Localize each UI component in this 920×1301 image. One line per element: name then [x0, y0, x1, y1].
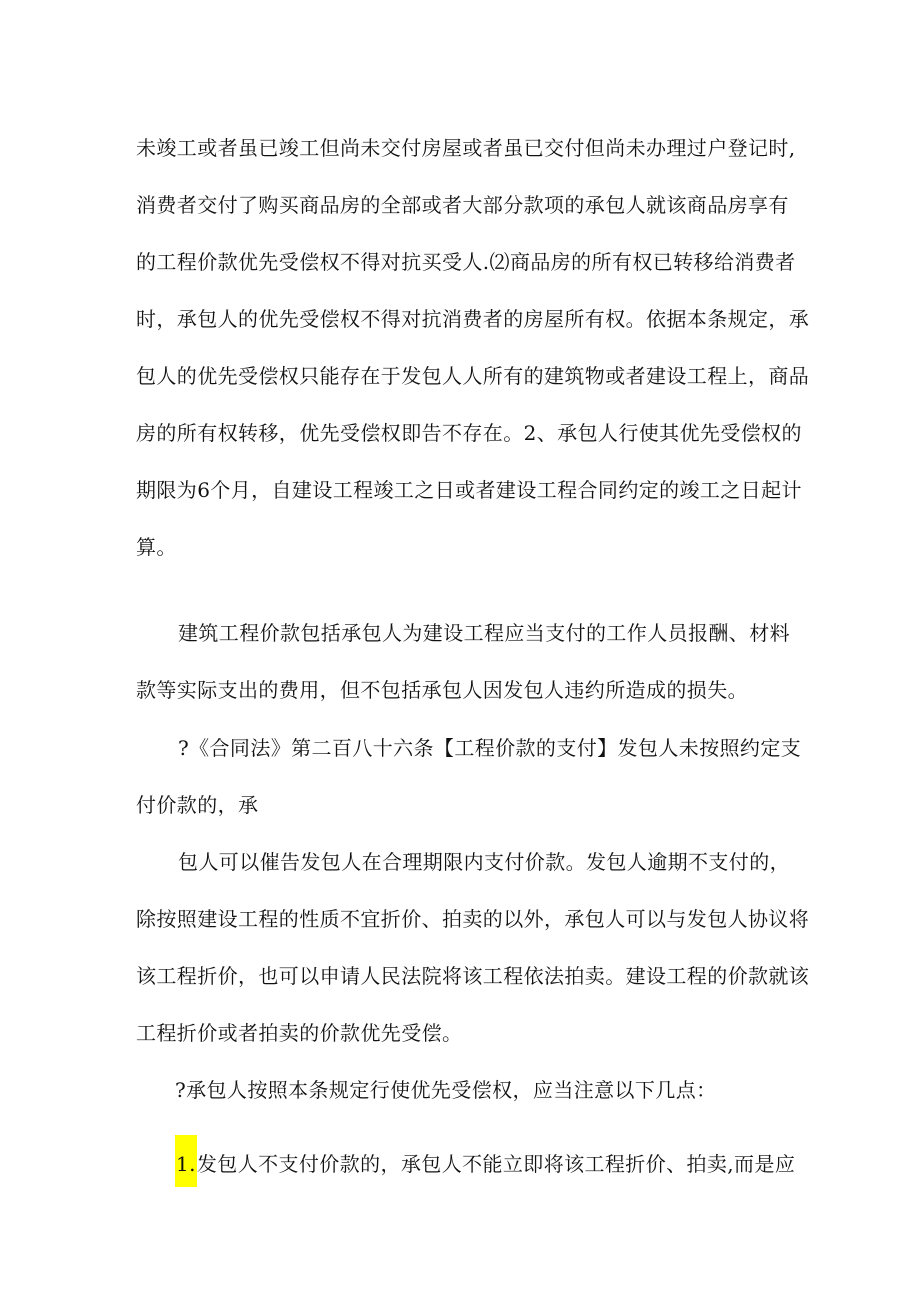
text-line: 未竣工或者虽已竣工但尚未交付房屋或者虽已交付但尚未办理过户登记时, [136, 136, 796, 160]
text-line: 除按照建设工程的性质不宜折价、拍卖的以外，承包人可以与发包人协议将 [136, 907, 810, 931]
list-item-text: 发包人不支付价款的，承包人不能立即将该工程折价、拍卖,而是应 [196, 1152, 796, 1176]
text-line: 算。 [136, 535, 177, 559]
paragraph-line: ?承包人按照本条规定行使优先受偿权，应当注意以下几点： [175, 1078, 717, 1102]
text-line: 消费者交付了购买商品房的全部或者大部分款项的承包人就该商品房享有 [136, 193, 789, 217]
text-line: 时，承包人的优先受偿权不得对抗消费者的房屋所有权。依据本条规定，承 [136, 307, 810, 331]
text-line: 该工程折价，也可以申请人民法院将该工程依法拍卖。建设工程的价款就该 [136, 964, 810, 988]
text-line: 的工程价款优先受偿权不得对抗买受人.⑵商品房的所有权已转移给消费者 [136, 250, 796, 274]
highlight-marker: 1. [175, 1135, 197, 1187]
list-item [0, 1149, 920, 1187]
paragraph-line: 建筑工程价款包括承包人为建设工程应当支付的工作人员报酬、材料 [178, 621, 790, 645]
text-line: 期限为6个月，自建设工程竣工之日或者建设工程合同约定的竣工之日起计 [136, 478, 802, 502]
paragraph-line: ?《合同法》第二百八十六条【工程价款的支付】发包人未按照约定支 [178, 736, 802, 760]
text-line: 工程折价或者拍卖的价款优先受偿。 [136, 1021, 463, 1045]
text-line: 付价款的，承 [136, 793, 259, 817]
text-line: 包人的优先受偿权只能存在于发包人人所有的建筑物或者建设工程上，商品 [136, 364, 810, 388]
paragraph-line: 包人可以催告发包人在合理期限内支付价款。发包人逾期不支付的， [178, 850, 790, 874]
text-line: 款等实际支出的费用，但不包括承包人因发包人违约所造成的损失。 [136, 678, 748, 702]
text-line: 房的所有权转移，优先受偿权即告不存在。2、承包人行使其优先受偿权的 [136, 421, 802, 445]
